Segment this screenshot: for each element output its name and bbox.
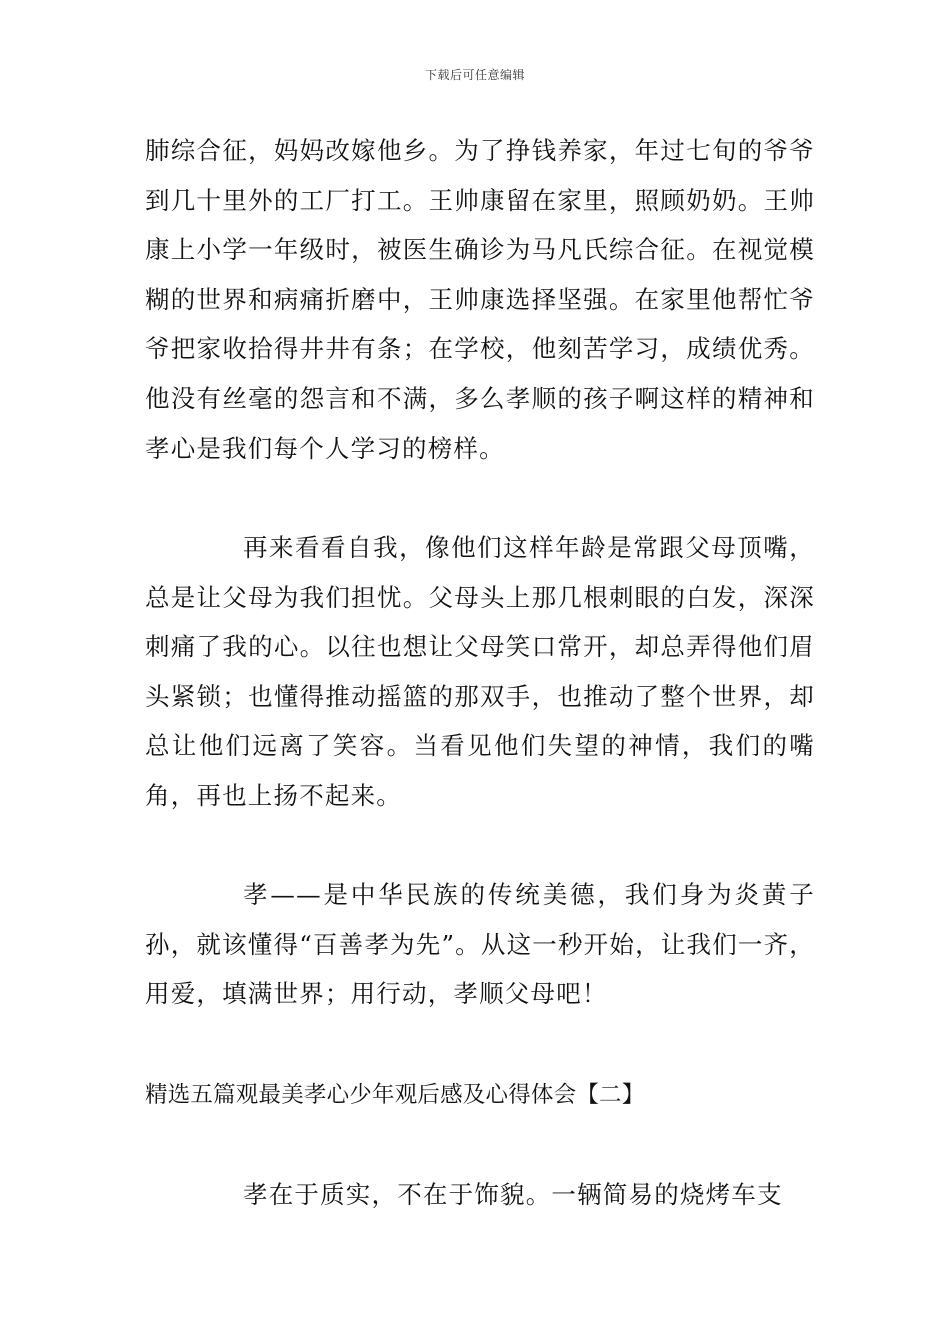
paragraph-3-block	[145, 870, 815, 1019]
section-title-block	[145, 1071, 815, 1120]
paragraph-4: 孝在于质实，不在于饰貌。一辆简易的烧烤车支	[243, 1180, 783, 1209]
paragraph-4-block	[145, 1170, 815, 1220]
section-title: 精选五篇观最美孝心少年观后感及心得体会【二】	[145, 1082, 645, 1108]
paragraph-2: 再来看看自我，像他们这样年龄是常跟父母顶嘴，总是让父母为我们担忧。父母头上那几根刺眼的白发，深深刺痛了我的心。以往也想让父母笑口常开，却总弄得他们眉头紧锁；也懂得推动摇篮的那双手，也推动了整个世界，却总让他们远离了笑容。当看见他们失望的神情，我们的嘴角，再也上扬不起来。	[145, 533, 815, 810]
page-header-note: 下载后可任意编辑	[424, 68, 525, 82]
paragraph-3: 孝——是中华民族的传统美德，我们身为炎黄子孙，就该懂得“百善孝为先”。从这一秒开始，让我们一齐，用爱，填满世界；用行动，孝顺父母吧！	[145, 880, 815, 1009]
paragraph-2-block	[145, 523, 815, 821]
paragraph-1-block	[145, 126, 815, 473]
paragraph-1: 肺综合征，妈妈改嫁他乡。为了挣钱养家，年过七旬的爷爷到几十里外的工厂打工。王帅康留在家里，照顾奶奶。王帅康上小学一年级时，被医生确诊为马凡氏综合征。在视觉模糊的世界和病痛折磨中，王帅康选择坚强。在家里他帮忙爷爷把家收拾得井井有条；在学校，他刻苦学习，成绩优秀。他没有丝毫的怨言和不满，多么孝顺的孩子啊这样的精神和孝心是我们每个人学习的榜样。	[145, 136, 815, 463]
